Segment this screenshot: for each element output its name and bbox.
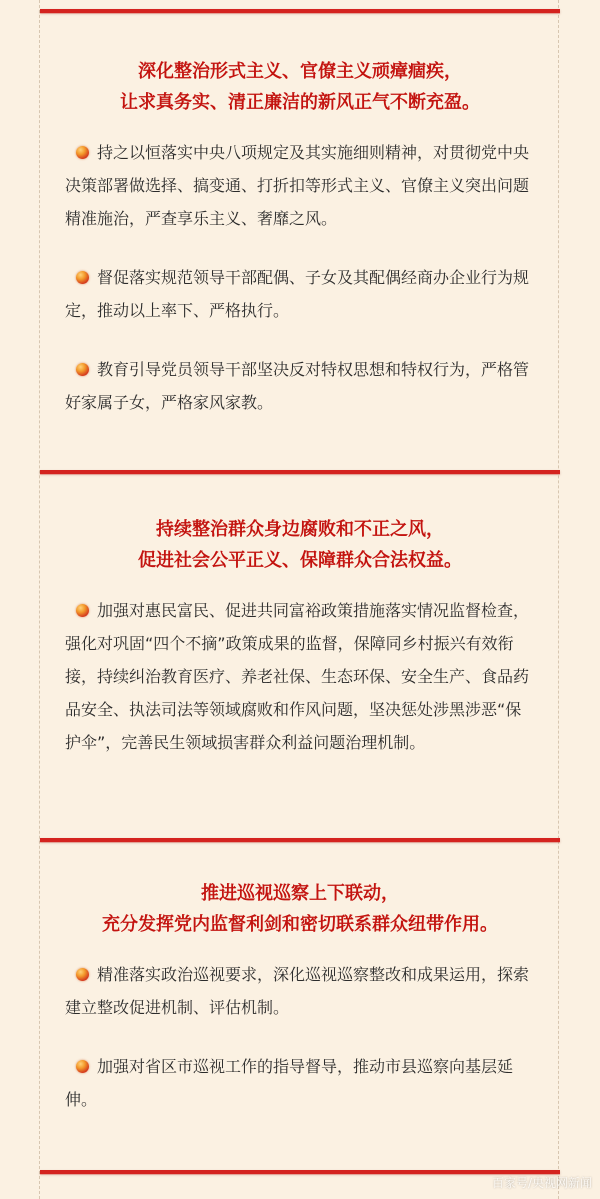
section-title [65,56,535,118]
top-divider [40,9,560,13]
bullet-text: 加强对惠民富民、促进共同富裕政策措施落实情况监督检查，强化对巩固“四个不摘”政策成果的监督，保障同乡村振兴有效衔接，持续纠治教育医疗、养老社保、生态环保、安全生产、食品药品安全、执法司法等领域腐败和作风问题，坚决惩处涉黑涉恶“保护伞”，完善民生领域损害群众利益问题治理机制。 [65,601,530,752]
section-title [65,514,535,576]
title-line: 推进巡视巡察上下联动， [201,883,399,904]
bullet-item [65,594,535,759]
bullet-item [65,261,535,327]
bullet-dot-icon [76,1060,89,1073]
bullet-item [65,353,535,419]
bullet-list [65,136,535,419]
title-line: 持续整治群众身边腐败和不正之风， [156,519,444,540]
title-line: 促进社会公平正义、保障群众合法权益。 [138,550,462,571]
right-dashed-border [558,0,560,1199]
section-grassroots-corruption [65,514,535,759]
section-title [65,878,535,940]
bullet-text: 督促落实规范领导干部配偶、子女及其配偶经商办企业行为规定，推动以上率下、严格执行。 [65,268,530,320]
section-divider [40,838,560,842]
bullet-text: 加强对省区市巡视工作的指导督导，推动市县巡察向基层延伸。 [65,1057,514,1109]
section-formalism [65,56,535,419]
bullet-list [65,958,535,1116]
bullet-item [65,136,535,235]
left-dashed-border [39,0,41,1199]
bullet-dot-icon [76,968,89,981]
bullet-dot-icon [76,604,89,617]
section-inspection [65,878,535,1116]
bullet-item [65,958,535,1024]
bullet-text: 教育引导党员领导干部坚决反对特权思想和特权行为，严格管好家属子女，严格家风家教。 [65,360,530,412]
bullet-text: 持之以恒落实中央八项规定及其实施细则精神，对贯彻党中央决策部署做选择、搞变通、打折扣等形式主义、官僚主义突出问题精准施治，严查享乐主义、奢靡之风。 [65,143,530,228]
bullet-text: 精准落实政治巡视要求，深化巡视巡察整改和成果运用，探索建立整改促进机制、评估机制。 [65,965,530,1017]
title-line: 深化整治形式主义、官僚主义顽瘴痼疾， [138,61,462,82]
bullet-dot-icon [76,271,89,284]
watermark: 百家号/央视网新闻 [491,1176,592,1190]
section-divider [40,470,560,474]
bullet-dot-icon [76,146,89,159]
bullet-dot-icon [76,363,89,376]
bullet-item [65,1050,535,1116]
bullet-list [65,594,535,759]
title-line: 充分发挥党内监督利剑和密切联系群众纽带作用。 [102,914,498,935]
bottom-divider [40,1170,560,1174]
title-line: 让求真务实、清正廉洁的新风正气不断充盈。 [120,92,480,113]
